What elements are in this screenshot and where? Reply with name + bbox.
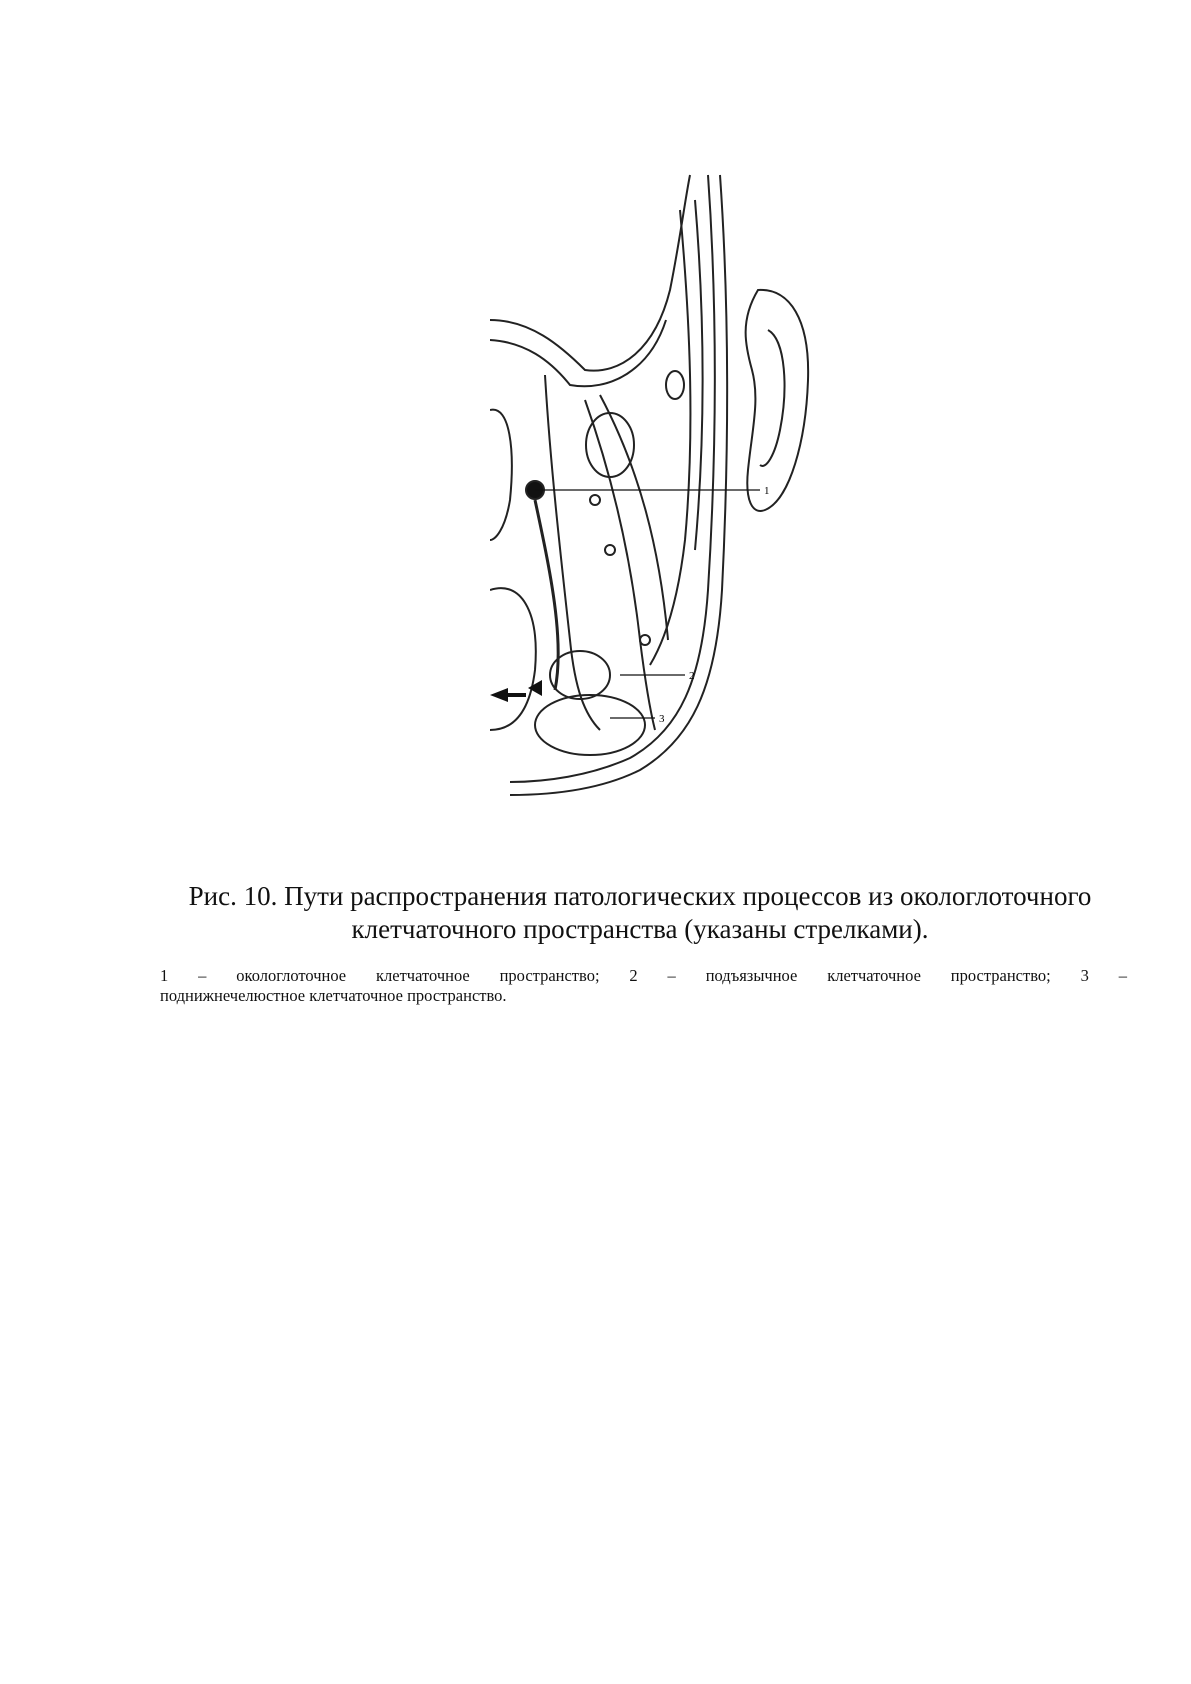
muscle-band-1 xyxy=(585,400,655,730)
ear-outline xyxy=(746,290,809,511)
label-3: 3 xyxy=(659,713,665,725)
vessel-oval xyxy=(586,413,634,477)
submandibular-gland xyxy=(535,695,645,755)
label-1: 1 xyxy=(764,485,770,497)
muscle-band-3 xyxy=(650,210,690,665)
caption-line-2: клетчаточного пространства (указаны стрелками). xyxy=(351,914,929,944)
skull-base xyxy=(490,175,690,371)
caption-line-1: Рис. 10. Пути распространения патологических процессов из окологлоточного xyxy=(188,881,1092,911)
figure-legend xyxy=(160,966,1127,1006)
skull-inner xyxy=(490,320,666,386)
nasal-structures xyxy=(490,410,512,540)
arrows xyxy=(490,680,542,702)
arrow-shaft xyxy=(508,693,526,697)
legend-line-2: поднижнечелюстное клетчаточное пространство. xyxy=(160,986,507,1005)
figure-caption xyxy=(150,880,1130,946)
muscle-band-4 xyxy=(695,200,703,550)
vessel-dot-1 xyxy=(590,495,600,505)
label-2: 2 xyxy=(689,670,695,682)
legend-line-1: 1 – окологлоточное клетчаточное пространство; 2 – подъязычное клетчаточное пространство; 3 – xyxy=(160,966,1127,985)
pharynx-wall xyxy=(545,375,600,730)
arrow-head-1 xyxy=(490,688,508,702)
vessel-dot-3 xyxy=(640,635,650,645)
small-vessel xyxy=(666,371,684,399)
anatomical-figure xyxy=(490,170,835,810)
ear-inner xyxy=(760,330,784,466)
muscle-band-2 xyxy=(600,395,668,640)
vessel-dot-2 xyxy=(605,545,615,555)
figure-drawing xyxy=(490,170,835,810)
tongue-region xyxy=(490,588,536,730)
